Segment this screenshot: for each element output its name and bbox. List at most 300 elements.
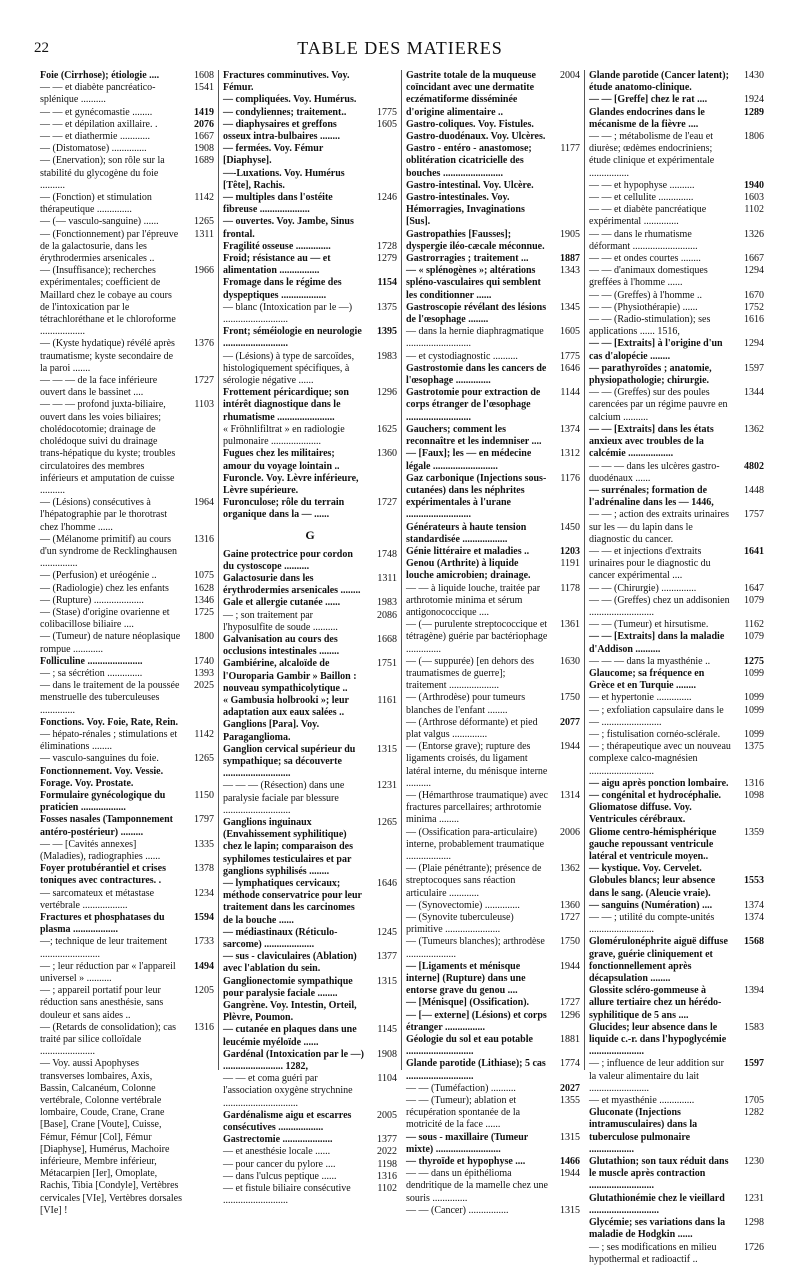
index-entry	[223, 610, 397, 634]
entry-page: 1075	[194, 570, 214, 582]
entry-text: — (Lésions) consécutives à l'hépatographie par le thorotrast chez l'homme ......	[40, 497, 168, 533]
index-entry	[40, 936, 214, 960]
index-entry	[589, 912, 764, 936]
index-entry	[589, 668, 764, 692]
entry-page	[548, 131, 580, 143]
entry-text: — — ; métabolisme de l'eau et diurèse; œdèmes endocriniens; étude clinique et expérimentale ................	[589, 131, 715, 179]
entry-text: — congénital et hydrocéphalie.	[589, 789, 722, 801]
entry-text: — — (Greffes) à l'homme ..	[589, 289, 702, 301]
index-entry	[223, 744, 397, 781]
entry-page: 1355	[560, 1095, 580, 1107]
index-entry	[589, 94, 764, 106]
index-entry	[223, 1049, 397, 1073]
entry-text: — [Ligaments et ménisque interne] (Rupture) dans une entorse grave du genou ....	[406, 960, 526, 997]
entry-page	[732, 802, 764, 826]
entry-page: 1161	[377, 694, 397, 706]
entry-page: 1311	[194, 228, 214, 240]
entry-page: 1099	[744, 704, 764, 716]
index-entry	[40, 753, 214, 765]
entry-page: 1294	[744, 265, 764, 277]
entry-text: Gastrectomie ....................	[223, 1134, 333, 1146]
entry-text: — fermées. Voy. Fémur [Diaphyse].	[223, 143, 324, 167]
entry-page: 1178	[560, 582, 580, 594]
entry-text: — — et hypophyse ..........	[589, 179, 695, 191]
index-entry	[589, 741, 764, 778]
index-entry	[40, 143, 214, 155]
entry-page: 1176	[560, 472, 580, 484]
entry-page: 1374	[560, 423, 580, 435]
entry-page: 2022	[377, 1146, 397, 1158]
entry-text: — — et diathermie ............	[40, 131, 150, 143]
index-entry	[589, 338, 764, 362]
index-entry	[589, 692, 764, 704]
index-entry	[223, 1159, 397, 1171]
entry-text: — (Entorse grave); rupture des ligaments croisés, du ligament latéral interne, du ménisque interne ..........	[406, 741, 548, 789]
entry-page: 1150	[194, 789, 214, 801]
index-entry	[589, 70, 764, 94]
index-entry	[406, 119, 580, 131]
page-number: 22	[34, 40, 49, 56]
entry-text: — — — dans la myasthénie ..	[589, 655, 711, 667]
entry-page: 1630	[560, 655, 580, 667]
index-entry	[40, 583, 214, 595]
entry-page: 1102	[377, 1183, 397, 1195]
entry-page: 1944	[560, 960, 580, 972]
index-entry	[406, 180, 580, 192]
index-entry	[589, 485, 764, 509]
index-entry	[223, 302, 397, 326]
entry-page: 1345	[560, 301, 580, 313]
entry-text: — — — profond juxta-biliaire, ouvert dans les voies biliaires; cholédocotomie; drainage de cholédoque suivi du drainage trans-hépatique du kyste; troubles circulatoires des membres inférieurs et amputation de cuisse ..........	[40, 399, 176, 496]
entry-text: — (Lésions) à type de sarcoïdes, histologiquement spécifiques, à sérologie négative ......	[223, 350, 355, 387]
index-entry	[406, 900, 580, 912]
entry-text: Glaucome; sa fréquence en Grèce et en Turquie ........	[589, 667, 705, 692]
index-entry	[406, 473, 580, 522]
index-entry	[406, 265, 580, 302]
entry-page: 1231	[377, 780, 397, 792]
entry-text: — — [Extraits] à l'origine d'un cas d'alopécie ........	[589, 338, 723, 362]
entry-page: 1230	[744, 1156, 764, 1168]
index-entry	[406, 1168, 580, 1205]
index-entry	[40, 82, 214, 106]
entry-page: 1343	[560, 265, 580, 277]
entry-text: — Voy. aussi Apophyses transverses lombaires, Axis, Bassin, Calcanéum, Colonne vertébrale, Colonne vertébrale lombaire, Coude, Crane, Crane [Base], Crane [Voute], Cuisse, Fémur, Fémur [Col], Fémur [Diaphyse], Humérus, Machoire inférieure, Membre inférieur, Métacarpien [Ier], Omoplate, Rachis, Tibia [Condyle], Vertèbres cervicales [VIe], Vertèbres dorsales [VIe] !	[40, 1058, 182, 1216]
entry-text: — ; fistulisation cornéo-sclérale.	[589, 728, 721, 740]
entry-page: 1142	[194, 192, 214, 204]
entry-page: 1568	[744, 936, 764, 948]
entry-text: — ; appareil portatif pour leur réduction sans anesthésie, sans douleur et sans aides ..	[40, 985, 164, 1021]
entry-text: — — à liquide louche, traitée par arthrotomie minima et sérum antigonococcique ....	[406, 582, 541, 618]
entry-page: 1279	[377, 253, 397, 265]
index-entry	[40, 985, 214, 1022]
entry-text: Gastro-intestinal. Voy. Ulcère.	[406, 179, 534, 191]
index-entry	[223, 1134, 397, 1146]
index-entry	[223, 976, 397, 1000]
entry-page: 1608	[194, 70, 214, 81]
entry-text: — — ; utilité du compte-unités ..........................	[589, 912, 715, 936]
entry-text: — (Synovectomie) ..............	[406, 899, 520, 911]
entry-text: —-Luxations. Voy. Humérus [Tête], Rachis.	[223, 167, 345, 191]
entry-page: 1541	[194, 82, 214, 94]
entry-text: Galvanisation au cours des occlusions intestinales ........	[223, 633, 340, 658]
entry-text: Gastro-duodénaux. Voy. Ulcères.	[406, 131, 546, 143]
entry-text: — « splénogènes »; altérations spléno-vasculaires qui semblent les conditionner ......	[406, 265, 541, 301]
entry-page: 1750	[560, 936, 580, 948]
entry-text: — — (Cancer) ................	[406, 1204, 509, 1216]
entry-page: 1316	[377, 1170, 397, 1182]
entry-page: 1806	[744, 131, 764, 143]
entry-text: — cutanée en plaques dans une leucémie myéloïde ......	[223, 1024, 357, 1048]
entry-text: — (Tumeur) de nature néoplasique rompue ............	[40, 631, 181, 655]
entry-page: 1450	[560, 521, 580, 533]
entry-text: — — [Cavités annexes] (Maladies), radiographies ......	[40, 838, 161, 862]
entry-page: 1605	[377, 118, 397, 130]
entry-page: 1646	[377, 878, 397, 889]
entry-text: — (— suppurée) [en dehors des traumatismes de guerre]; traitement ....................	[406, 655, 535, 692]
index-column-4	[585, 70, 768, 1265]
index-entry	[589, 985, 764, 1022]
index-entry	[589, 192, 764, 204]
index-entry	[40, 570, 214, 582]
entry-text: — — (Tumeur); ablation et récupération spontanée de la motricité de la face ......	[406, 1095, 521, 1131]
entry-text: « Fröhnlifiltrat » en radiologie pulmonaire ....................	[223, 423, 345, 448]
index-entry	[40, 790, 214, 814]
entry-page: 1983	[377, 350, 397, 362]
index-entry	[40, 107, 214, 119]
index-entry	[40, 668, 214, 680]
entry-page: 1375	[377, 301, 397, 313]
index-entry	[589, 656, 764, 668]
entry-page: 1670	[744, 289, 764, 301]
entry-text: Foyer protubérantiel et crises toniques avec contractures. .	[40, 863, 166, 887]
entry-page: 1245	[377, 926, 397, 938]
index-entry	[223, 573, 397, 597]
entry-text: Gastro-intestinales. Voy. Hémorragies, Invaginations [Sus].	[406, 192, 525, 228]
entry-text: Fromage dans le régime des dyspeptiques ..................	[223, 277, 342, 301]
entry-page: 1296	[377, 387, 397, 399]
entry-text: Fractures comminutives. Voy. Fémur.	[223, 70, 350, 94]
entry-text: — et fistule biliaire consécutive ..........................	[223, 1183, 351, 1207]
index-entry	[223, 951, 397, 975]
entry-page: 1797	[194, 814, 214, 826]
entry-page: 1647	[744, 582, 764, 594]
entry-text: Furonculose; rôle du terrain organique dans la — ......	[223, 497, 345, 521]
entry-text: — — (Radio-stimulation); ses applications ...... 1516,	[589, 314, 711, 338]
index-entry	[40, 1022, 214, 1059]
entry-text: — blanc (Intoxication par le —) ..........................	[223, 301, 353, 326]
entry-page: 1102	[744, 204, 764, 216]
index-entry	[589, 595, 764, 619]
index-entry	[589, 180, 764, 192]
entry-text: — — (Greffes) chez un addisonien ..........................	[589, 594, 730, 618]
index-entry	[406, 583, 580, 620]
entry-page	[732, 863, 764, 875]
entry-text: — condyliennes; traitement..	[223, 106, 347, 118]
index-entry	[40, 717, 214, 729]
index-entry	[406, 131, 580, 143]
entry-text: — ; thérapeutique avec un nouveau complexe calco-magnésien ..........................	[589, 741, 731, 777]
index-column-3	[402, 70, 585, 1216]
entry-text: — — et dépilation axillaire. .	[40, 118, 158, 130]
index-entry	[40, 814, 214, 838]
index-entry	[40, 216, 214, 228]
entry-page: 1360	[377, 448, 397, 460]
entry-text: Genou (Arthrite) à liquide louche amicrobien; drainage.	[406, 558, 531, 582]
entry-text: Gliome centro-hémisphérique gauche repoussant ventricule latéral et ventricule moyen..	[589, 826, 717, 862]
index-entry	[40, 607, 214, 631]
entry-text: — — et injections d'extraits urinaires pour le diagnostic du cancer expérimental ....	[589, 545, 711, 582]
entry-page: 1419	[194, 106, 214, 118]
index-entry	[223, 719, 397, 743]
index-entry	[223, 216, 397, 240]
entry-page: 1597	[744, 362, 764, 374]
index-entry	[406, 70, 580, 119]
index-entry	[406, 363, 580, 387]
index-entry	[589, 1217, 764, 1241]
index-entry	[406, 997, 580, 1009]
entry-page: 1265	[194, 216, 214, 228]
entry-page	[365, 143, 397, 167]
entry-text: Générateurs à haute tension standardisée ..................	[406, 521, 527, 545]
entry-text: — — dans un épithélioma dendritique de la mamelle chez une souris ..............	[406, 1168, 548, 1204]
index-entry	[406, 1058, 580, 1082]
index-entry	[406, 448, 580, 472]
index-entry	[589, 863, 764, 875]
entry-text: — ; leur réduction par « l'appareil universel » ..........	[40, 960, 176, 985]
entry-page: 1881	[560, 1034, 580, 1046]
entry-page: 1104	[377, 1073, 397, 1085]
entry-page: 1145	[377, 1024, 397, 1036]
entry-text: Formulaire gynécologique du praticien ..................	[40, 789, 166, 814]
entry-text: Glande parotide (Cancer latent); étude anatomo-clinique.	[589, 70, 729, 94]
entry-page: 1316	[194, 533, 214, 545]
entry-page: 1315	[377, 975, 397, 987]
index-entry	[589, 790, 764, 802]
entry-page: 1625	[377, 423, 397, 435]
index-entry	[406, 253, 580, 265]
entry-page: 1667	[194, 131, 214, 143]
entry-page: 1964	[194, 497, 214, 509]
entry-page: 1924	[744, 94, 764, 106]
index-entry	[589, 1095, 764, 1107]
entry-page: 1374	[744, 912, 764, 924]
entry-page: 1616	[744, 314, 764, 326]
entry-page: 1752	[744, 301, 764, 313]
entry-text: — (Retards de consolidation); cas traité par silice colloïdale ......................	[40, 1021, 177, 1058]
index-entry	[223, 1000, 397, 1024]
index-entry	[406, 790, 580, 827]
entry-text: Frottement péricardique; son intérêt diagnostique dans le rhumatisme .......................	[223, 387, 349, 423]
entry-page: 1394	[744, 985, 764, 997]
index-entry	[40, 656, 214, 668]
index-entry	[406, 522, 580, 546]
entry-page	[365, 168, 397, 192]
entry-page: 1315	[560, 1131, 580, 1143]
entry-page: 1177	[560, 143, 580, 155]
entry-text: — sanguins (Numération) ....	[589, 899, 713, 911]
entry-page: 1430	[744, 70, 764, 81]
entry-page: 1726	[744, 1241, 764, 1253]
entry-page: 1727	[560, 997, 580, 1009]
index-entry	[589, 1156, 764, 1193]
entry-text: — (Tumeurs blanches); arthrodèse ....................	[406, 936, 545, 960]
entry-page: 1205	[194, 985, 214, 997]
entry-text: — dans le traitement de la poussée menstruelle des tuberculeuses ..............	[40, 680, 180, 716]
entry-text: Froid; résistance au — et alimentation ................	[223, 253, 331, 277]
entry-page: 1728	[377, 240, 397, 252]
entry-page: 1378	[194, 863, 214, 875]
entry-text: — — et coma guéri par l'association oxygène strychnine ..............................	[223, 1073, 353, 1109]
entry-page: 1668	[377, 633, 397, 645]
entry-text: Ganglionectomie sympathique pour paralysie faciale ........	[223, 975, 353, 999]
entry-page: 1940	[744, 179, 764, 191]
index-entry	[40, 1058, 214, 1217]
entry-text: Globules blancs; leur absence dans le sang. (Aleucie vraie).	[589, 875, 716, 899]
entry-page	[365, 1000, 397, 1024]
entry-text: — (Rupture) ....................	[40, 594, 144, 606]
index-entry	[589, 229, 764, 253]
index-entry	[223, 448, 397, 472]
entry-page: 1393	[194, 667, 214, 679]
index-entry	[589, 827, 764, 864]
entry-text: — ; son traitement par l'hyposulfite de soude ..........	[223, 609, 338, 633]
entry-text: Gauchers; comment les reconnaître et les indemniser ....	[406, 423, 542, 448]
entry-page: 1887	[560, 253, 580, 265]
index-entry	[223, 1171, 397, 1183]
index-entry	[40, 192, 214, 216]
entry-text: Gambiérine, alcaloïde de l'Ouroparia Gambir » Baillon : nouveau sympathicolytique ..	[223, 658, 357, 694]
index-entry	[406, 192, 580, 229]
entry-text: — pour cancer du pylore ....	[223, 1158, 336, 1170]
index-entry	[589, 1242, 764, 1266]
entry-page: 1142	[194, 728, 214, 740]
index-entry	[223, 927, 397, 951]
entry-text: Glande parotide (Lithiase); 5 cas ...........................	[406, 1058, 546, 1082]
entry-text: Géologie du sol et eau potable ...........................	[406, 1034, 533, 1058]
entry-page: 2077	[560, 716, 580, 728]
index-entry	[406, 558, 580, 582]
index-entry	[40, 839, 214, 863]
index-entry	[40, 631, 214, 655]
entry-page: 1376	[194, 338, 214, 350]
entry-text: — ; sa sécrétion ..............	[40, 667, 143, 679]
index-entry	[223, 70, 397, 94]
entry-text: Glycémie; ses variations dans la maladie de Hodgkin ......	[589, 1217, 726, 1241]
index-entry	[406, 302, 580, 326]
index-entry	[589, 107, 764, 131]
entry-page: 1494	[194, 960, 214, 972]
index-entry	[223, 1183, 397, 1207]
index-entry	[223, 241, 397, 253]
index-entry	[589, 1058, 764, 1095]
entry-page: 1079	[744, 631, 764, 643]
entry-text: Foie (Cirrhose); étiologie ....	[40, 70, 160, 81]
entry-page: 1362	[744, 423, 764, 435]
entry-text: — — (Greffes) sur des poules carencées par un régime pauvre en calcium ..........	[589, 387, 728, 423]
entry-text: — hépato-rénales ; stimulations et éliminations ........	[40, 728, 178, 753]
entry-text: — (Stase) d'origine ovarienne et colibacillose biliaire ....	[40, 606, 170, 631]
entry-page: 1311	[377, 572, 397, 584]
entry-text: Fonctions. Voy. Foie, Rate, Rein.	[40, 716, 179, 728]
index-entry	[589, 265, 764, 289]
entry-page	[365, 719, 397, 743]
entry-page: 1908	[377, 1048, 397, 1060]
entry-page: 1316	[744, 777, 764, 789]
index-entry	[223, 878, 397, 927]
entry-page: 1908	[194, 143, 214, 155]
entry-page: 1294	[744, 338, 764, 350]
entry-text: — (Plaie pénétrante); présence de streptocoques sans réaction articulaire ............	[406, 863, 542, 899]
entry-text: — vasculo-sanguines du foie.	[40, 753, 159, 765]
entry-page: 2004	[560, 70, 580, 81]
entry-page: 2027	[560, 1082, 580, 1094]
entry-page: 1774	[560, 1058, 580, 1070]
index-entry	[589, 631, 764, 655]
index-entry	[589, 509, 764, 546]
page-title: TABLE DES MATIERES	[297, 38, 503, 58]
entry-text: Gliomatose diffuse. Voy. Ventricules cérébraux.	[589, 802, 692, 826]
entry-text: Gardénalisme aigu et escarres consécutives ..................	[223, 1109, 352, 1134]
entry-page: 1689	[194, 155, 214, 167]
entry-text: « Gambusia holbrooki »; leur adaptation aux eaux salées ..	[223, 694, 349, 719]
index-column-2	[219, 70, 402, 1207]
index-entry	[223, 634, 397, 658]
index-entry	[406, 717, 580, 741]
entry-page: 1099	[744, 728, 764, 740]
index-entry	[406, 326, 580, 350]
entry-page: 1346	[194, 594, 214, 606]
entry-page	[365, 94, 397, 106]
index-entry	[223, 424, 397, 448]
entry-text: Gaz carbonique (Injections sous-cutanées) dans les néphrites expérimentales à l'urane ..........................	[406, 472, 547, 521]
index-entry	[406, 936, 580, 960]
index-entry	[589, 314, 764, 338]
entry-page: 2076	[194, 118, 214, 130]
entry-text: — (— vasculo-sanguine) ......	[40, 216, 159, 228]
index-entry	[406, 229, 580, 253]
entry-text: Génie littéraire et maladies ..	[406, 545, 530, 557]
index-entry	[406, 1132, 580, 1156]
entry-page: 1944	[560, 741, 580, 753]
entry-page: 1335	[194, 838, 214, 850]
entry-page: 1359	[744, 826, 764, 838]
entry-text: — dans l'ulcus peptique ......	[223, 1170, 337, 1182]
index-entry	[40, 265, 214, 338]
entry-page: 4802	[744, 460, 764, 472]
entry-text: Ganglion cervical supérieur du sympathique; sa découverte ...........................	[223, 743, 356, 780]
entry-page: 1315	[560, 1204, 580, 1216]
entry-text: — kystique. Voy. Cervelet.	[589, 863, 702, 875]
index-entry	[589, 583, 764, 595]
index-entry	[406, 741, 580, 790]
entry-page: 2086	[377, 609, 397, 621]
index-entry	[406, 351, 580, 363]
index-entry	[223, 695, 397, 719]
entry-text: Forage. Voy. Prostate.	[40, 777, 134, 789]
entry-page	[182, 766, 214, 778]
entry-text: Gastro - entéro - anastomose; oblitération cicatricielle des bouches ........................	[406, 143, 532, 179]
index-entry	[589, 900, 764, 912]
entry-page: 1983	[377, 597, 397, 609]
entry-page: 1667	[744, 253, 764, 265]
entry-text: — (Radiologie) chez les enfants	[40, 582, 169, 594]
entry-page: 1265	[377, 816, 397, 828]
entry-text: Gastrorragies ; traitement ...	[406, 253, 529, 265]
entry-page: 1296	[560, 1009, 580, 1021]
entry-text: Gaine protectrice pour cordon du cystoscope ..........	[223, 548, 353, 572]
index-entry	[406, 143, 580, 180]
entry-page: 1314	[560, 789, 580, 801]
